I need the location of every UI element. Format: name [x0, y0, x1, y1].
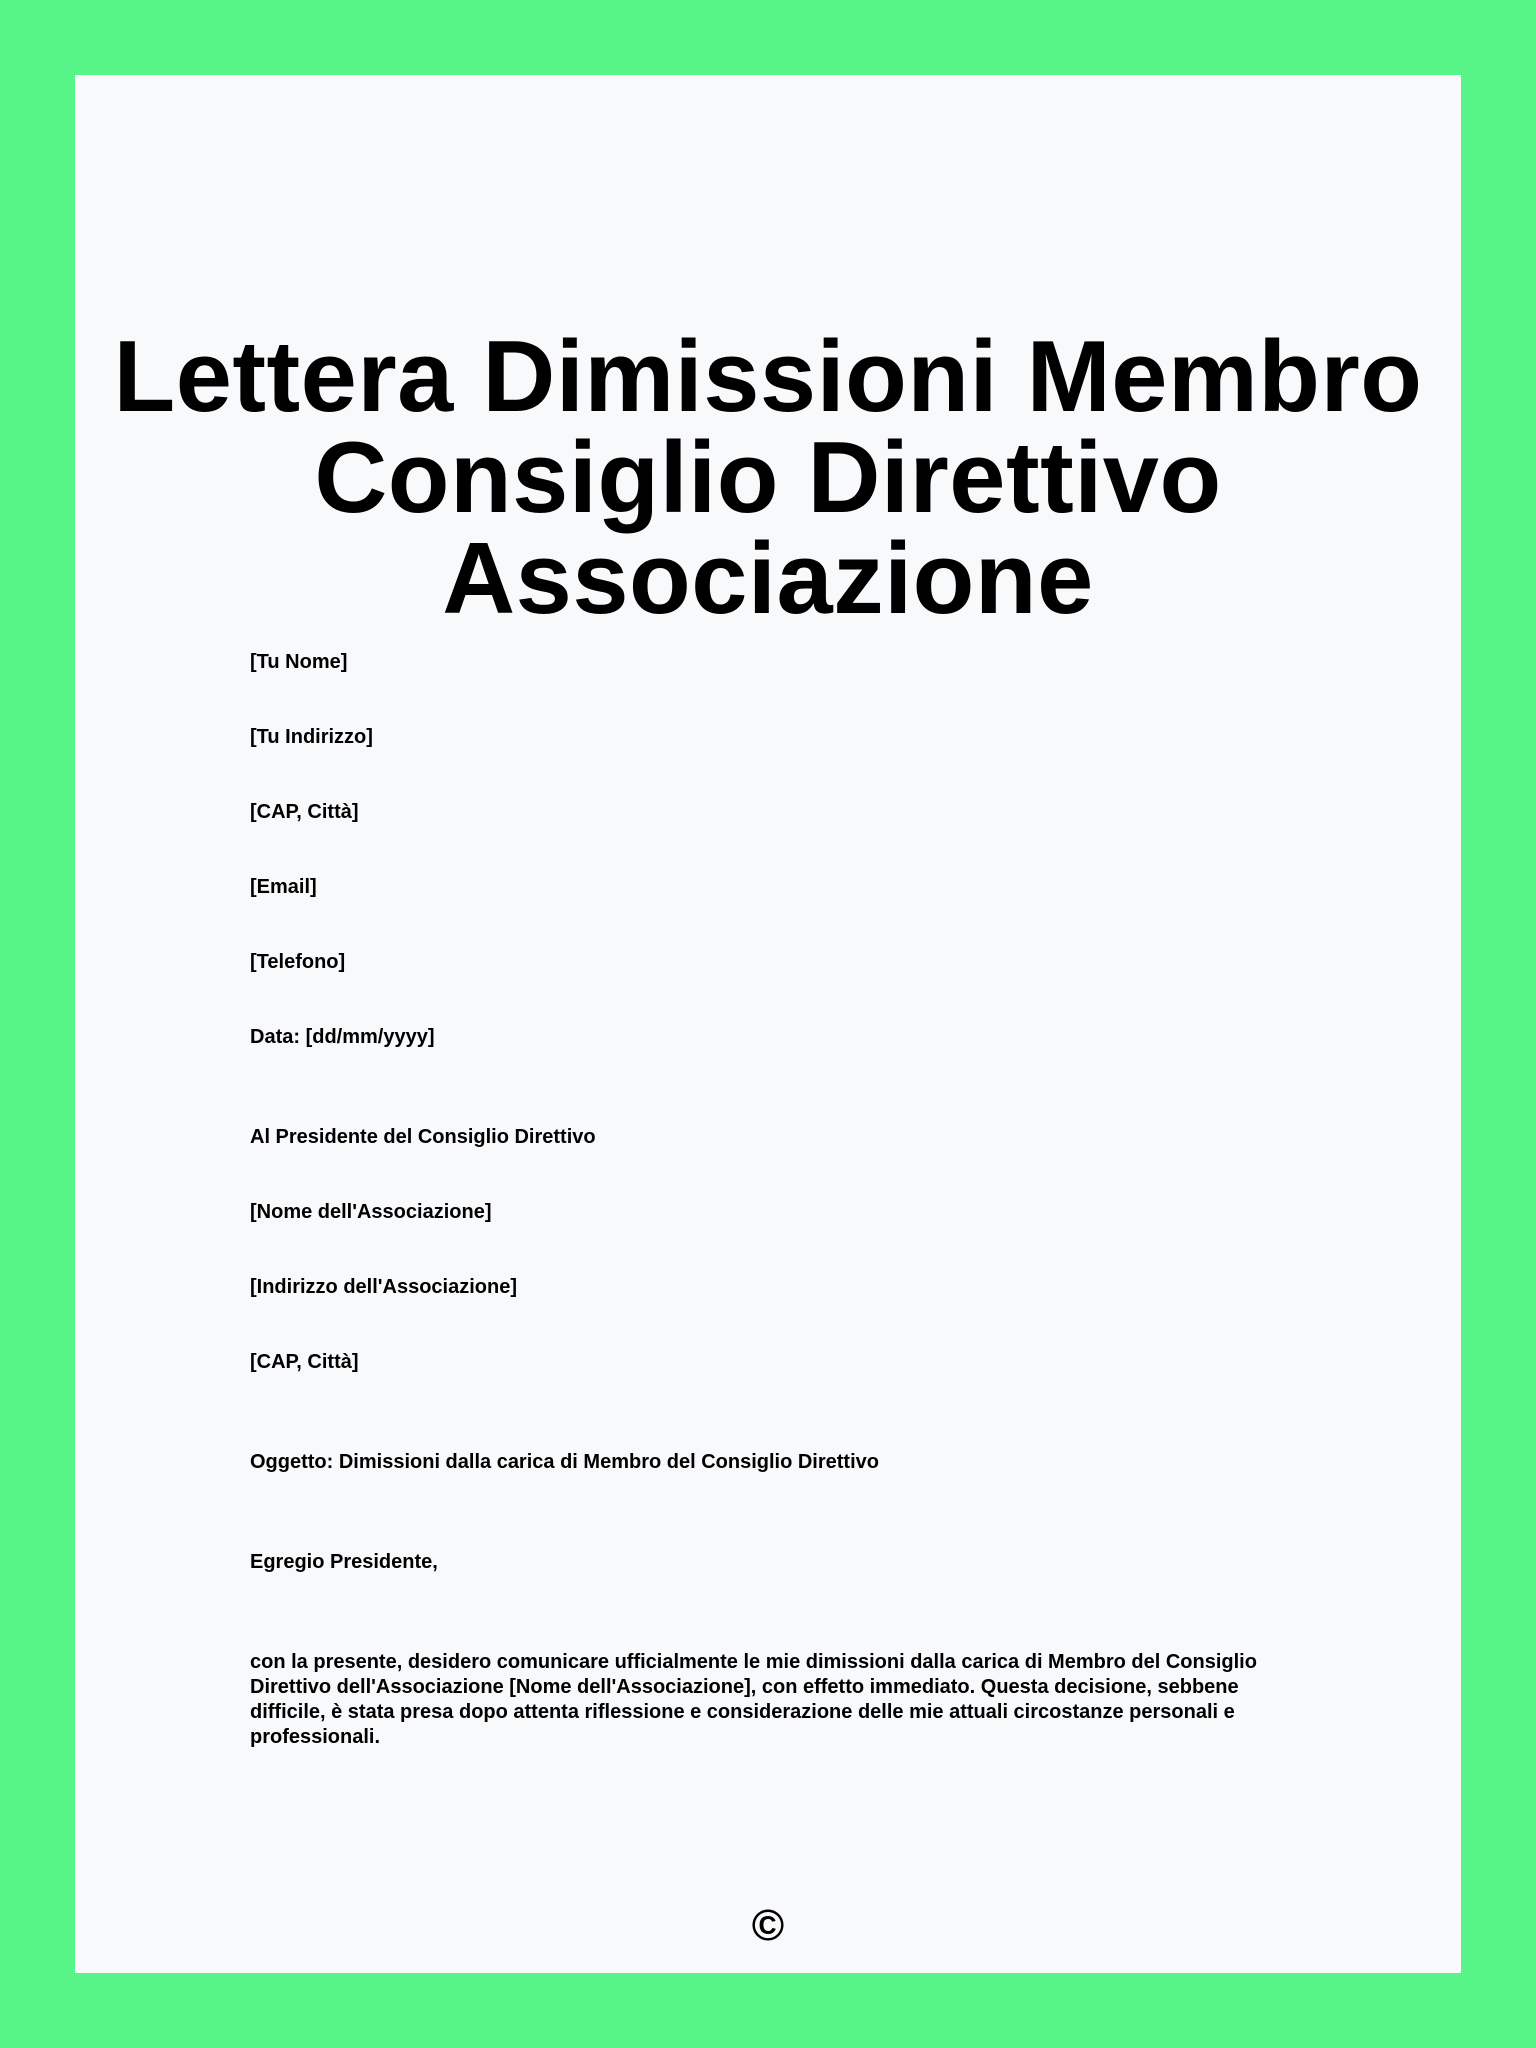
document-page	[75, 75, 1461, 1973]
recipient-association: [Nome dell'Associazione]	[250, 1201, 492, 1223]
letter-date: Data: [dd/mm/yyyy]	[250, 1026, 435, 1048]
recipient-to: Al Presidente del Consiglio Direttivo	[250, 1126, 596, 1148]
recipient-city: [CAP, Città]	[250, 1351, 359, 1373]
sender-email: [Email]	[250, 876, 317, 898]
sender-address: [Tu Indirizzo]	[250, 726, 373, 748]
copyright-symbol: ©	[751, 1901, 785, 1950]
sender-phone: [Telefono]	[250, 951, 346, 973]
sender-name: [Tu Nome]	[250, 651, 348, 673]
letter-subject: Oggetto: Dimissioni dalla carica di Membro del Consiglio Direttivo	[250, 1451, 879, 1473]
document-title: Lettera Dimissioni Membro Consiglio Direttivo Associazione	[113, 321, 1423, 635]
letter-salutation: Egregio Presidente,	[250, 1551, 438, 1573]
recipient-address: [Indirizzo dell'Associazione]	[250, 1276, 518, 1298]
sender-city: [CAP, Città]	[250, 801, 359, 823]
letter-body-paragraph: con la presente, desidero comunicare ufficialmente le mie dimissioni dalla carica di Membro del Consiglio Direttivo dell'Associazione [Nome dell'Associazione], con effetto immediato. Questa decisione, sebbene difficile, è stata presa dopo attenta riflessione e considerazione delle mie attuali circostanze personali e professionali.	[250, 1651, 1257, 1748]
